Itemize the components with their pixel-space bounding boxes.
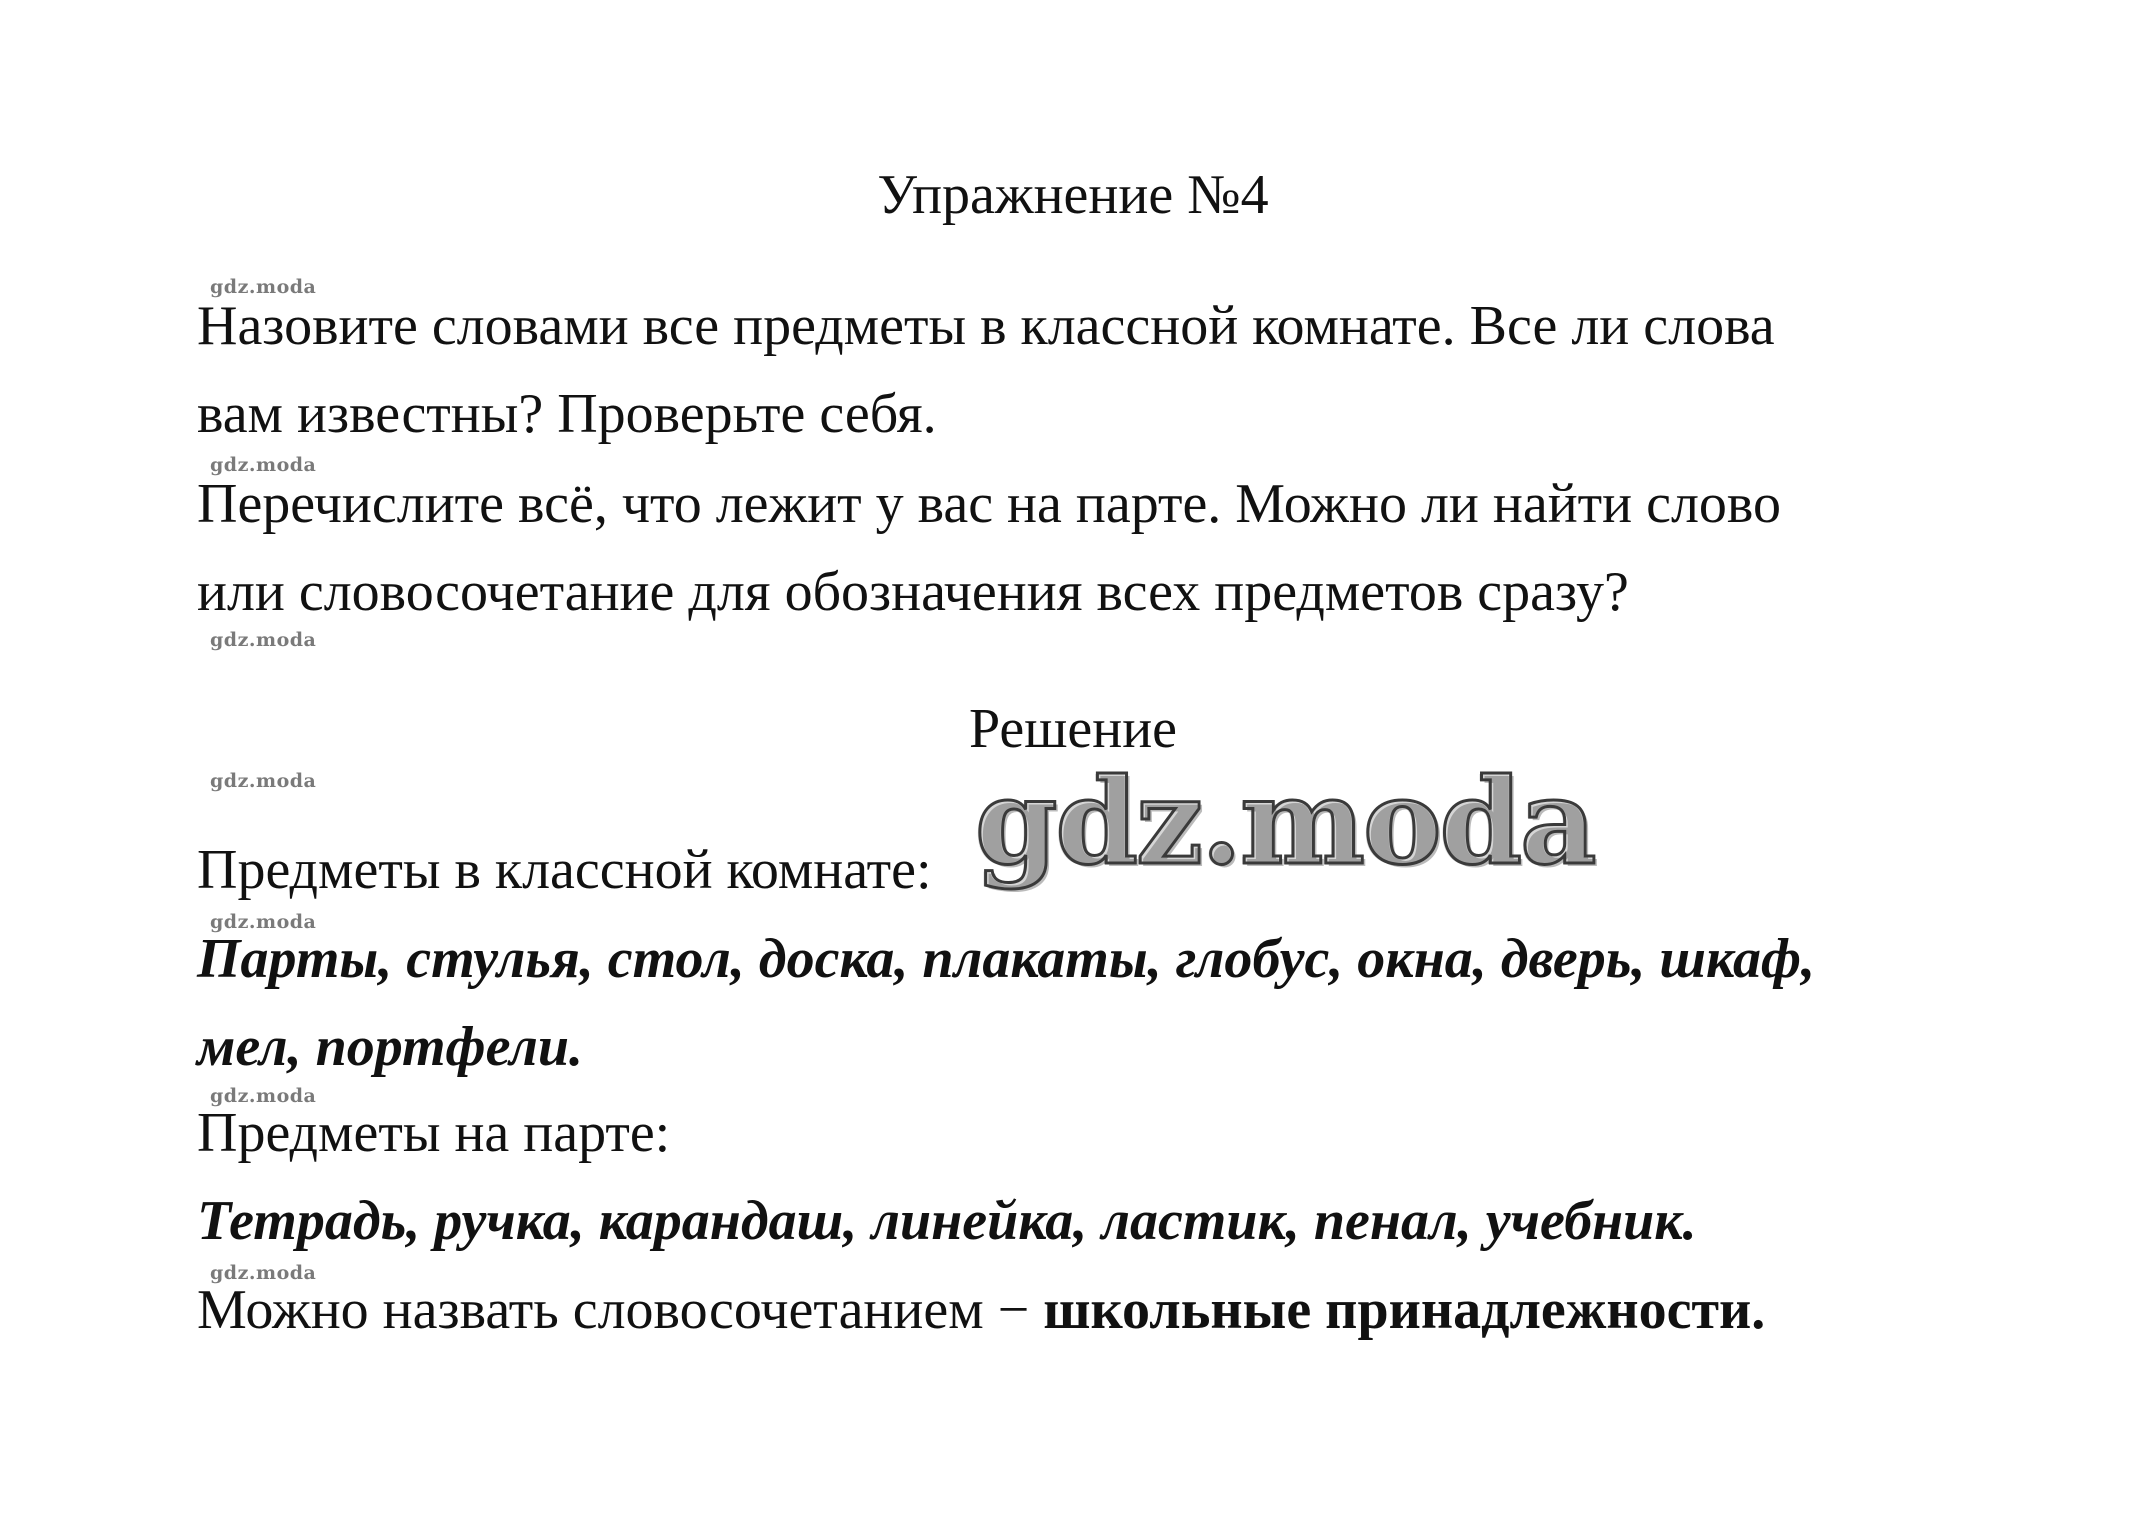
watermark-small: gdz.moda	[210, 911, 317, 933]
task-line-4: или словосочетание для обозначения всех предметов сразу?	[197, 561, 1629, 623]
watermark-small: gdz.moda	[210, 1262, 317, 1284]
conclusion-line	[197, 1275, 1765, 1345]
desk-items-label: Предметы на парте:	[197, 1102, 671, 1164]
conclusion-prefix: Можно назвать словосочетанием −	[197, 1279, 1044, 1341]
task-line-3: Перечислите всё, что лежит у вас на парте. Можно ли найти слово	[197, 473, 1781, 535]
classroom-items-answer: Парты, стулья, стол, доска, плакаты, глобус, окна, дверь, шкаф,	[197, 928, 1816, 990]
conclusion-answer: школьные принадлежности.	[1043, 1279, 1766, 1341]
task-line-1: Назовите словами все предметы в классной комнате. Все ли слова	[197, 295, 1775, 357]
watermark-small: gdz.moda	[210, 629, 317, 651]
watermark-small: gdz.moda	[210, 276, 317, 298]
desk-items-answer: Тетрадь, ручка, карандаш, линейка, ластик, пенал, учебник.	[197, 1190, 1697, 1252]
exercise-title: Упражнение №4	[877, 164, 1269, 226]
watermark-logo: gdz.moda	[975, 752, 1595, 891]
watermark-small: gdz.moda	[210, 1085, 317, 1107]
watermark-small: gdz.moda	[210, 770, 317, 792]
task-line-2: вам известны? Проверьте себя.	[197, 383, 937, 445]
classroom-items-answer-cont: мел, портфели.	[197, 1016, 583, 1078]
solution-heading: Решение	[968, 698, 1178, 760]
watermark-small: gdz.moda	[210, 454, 317, 476]
classroom-items-label: Предметы в классной комнате:	[197, 839, 932, 901]
